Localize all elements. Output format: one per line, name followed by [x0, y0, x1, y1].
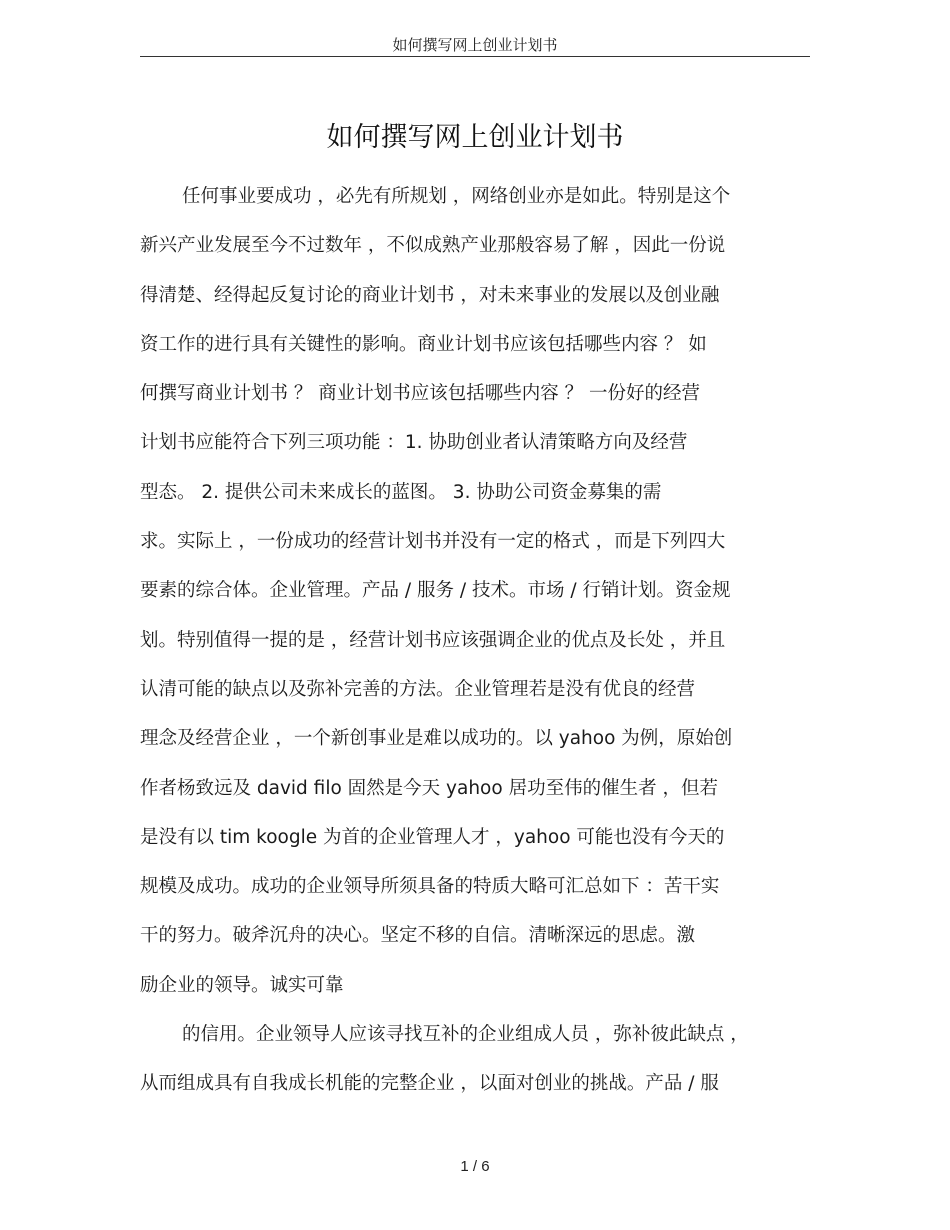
body-line: 资工作的进行具有关键性的影响。商业计划书应该包括哪些内容 ？ 如 — [140, 333, 707, 355]
body-line: 励企业的领导。诚实可靠 — [140, 974, 344, 996]
body-line: 规模及成功。成功的企业领导所须具备的特质大略可汇总如下 ：苦干实 — [140, 876, 720, 898]
body-line: 是没有以 tim koogle 为首的企业管理人才 ，yahoo 可能也没有今天的 — [140, 826, 725, 848]
body-line: 认清可能的缺点以及弥补完善的方法。企业管理若是没有优良的经营 — [140, 678, 696, 700]
body-line: 划。特别值得一提的是 ，经营计划书应该强调企业的优点及长处 ，并且 — [140, 629, 726, 651]
document-title: 如何撰写网上创业计划书 — [326, 122, 624, 153]
page-number: 1 / 6 — [460, 1158, 490, 1175]
body-line: 计划书应能符合下列三项功能 ：1. 协助创业者认清策略方向及经营 — [140, 432, 688, 454]
body-line: 何撰写商业计划书 ？ 商业计划书应该包括哪些内容 ？ 一份好的经营 — [140, 383, 701, 405]
body-line: 得清楚、经得起反复讨论的商业计划书 ，对未来事业的发展以及创业融 — [140, 284, 720, 306]
body-line: 的信用。企业领导人应该寻找互补的企业组成人员 ，弥补彼此缺点 ， — [182, 1024, 749, 1046]
body-line: 求。实际上 ，一份成功的经营计划书并没有一定的格式 ，而是下列四大 — [140, 531, 726, 553]
header-divider — [140, 56, 810, 57]
body-line: 理念及经营企业 ，一个新创事业是难以成功的。以 yahoo 为例，原始创 — [140, 728, 733, 750]
body-line: 作者杨致远及 david filo 固然是今天 yahoo 居功至伟的催生者 ，但若 — [140, 777, 718, 799]
body-line: 从而组成具有自我成长机能的完整企业 ，以面对创业的挑战。产品 / 服 — [140, 1073, 719, 1095]
body-line: 任何事业要成功 ，必先有所规划 ，网络创业亦是如此。特别是这个 — [182, 186, 731, 207]
document-body — [140, 182, 810, 1119]
body-line: 新兴产业发展至今不过数年 ，不似成熟产业那般容易了解 ，因此一份说 — [140, 235, 726, 257]
body-line: 要素的综合体。企业管理。产品 / 服务 / 技术。市场 / 行销计划。资金规 — [140, 580, 731, 602]
running-header: 如何撰写网上创业计划书 — [392, 36, 558, 54]
body-line: 型态。 2. 提供公司未来成长的蓝图。 3. 协助公司资金募集的需 — [140, 481, 662, 503]
body-line: 干的努力。破斧沉舟的决心。坚定不移的自信。清晰深远的思虑。激 — [140, 925, 696, 947]
